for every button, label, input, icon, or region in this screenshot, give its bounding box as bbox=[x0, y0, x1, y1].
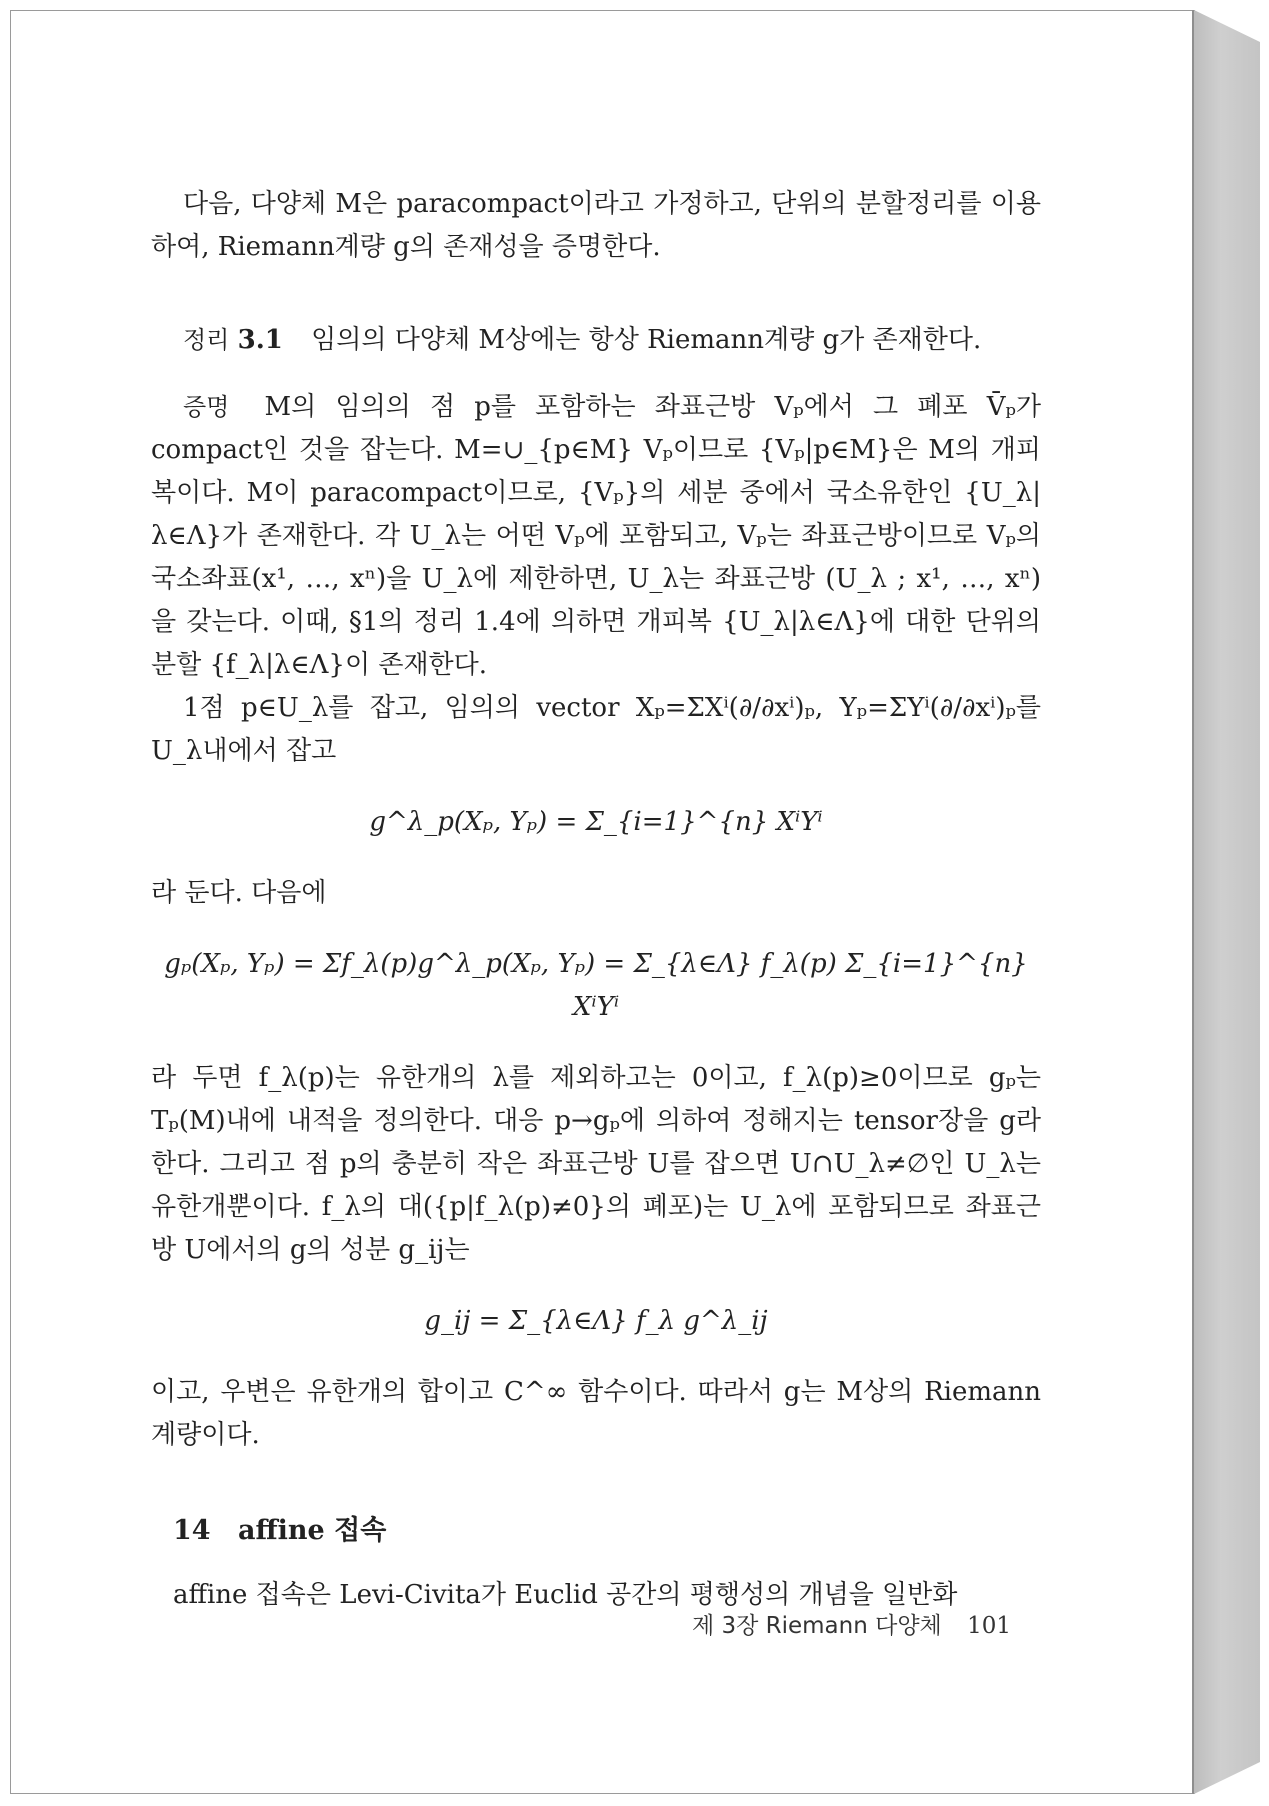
book-spine bbox=[1194, 10, 1260, 1794]
theorem-number: 3.1 bbox=[237, 325, 283, 355]
then-paragraph: 라 둔다. 다음에 bbox=[151, 878, 327, 908]
proof-label: 증명 bbox=[183, 393, 230, 421]
running-footer bbox=[511, 1607, 1011, 1640]
definition-paragraph: 라 두면 f_λ(p)는 유한개의 λ를 제외하고는 0이고, f_λ(p)≥0이므로 gₚ는 Tₚ(M)내에 내적을 정의한다. 대응 p→gₚ에 의하여 정해지는 tensor장을 g라 한다. 그리고 점 p의 충분히 작은 좌표근방 U를 잡으면 U∩U_λ≠∅인 U_λ는 유한개뿐이다. f_λ의 대({p|f_λ(p)≠0}의 폐포)는 U_λ에 포함되므로 좌표근방 U에서의 g의 성분 g_ij는 bbox=[151, 1063, 1041, 1265]
equation-2: gₚ(Xₚ, Yₚ) = Σf_λ(p)g^λ_p(Xₚ, Yₚ) = Σ_{λ∈Λ} f_λ(p) Σ_{i=1}^{n} XⁱYⁱ bbox=[164, 949, 1028, 1022]
theorem-paragraph bbox=[151, 319, 1041, 362]
book-page bbox=[10, 10, 1194, 1794]
chapter-title: 제 3장 Riemann 다양체 bbox=[691, 1613, 942, 1639]
equation-3: g_ij = Σ_{λ∈Λ} f_λ g^λ_ij bbox=[424, 1306, 768, 1336]
section-first-line: affine 접속은 Levi-Civita가 Euclid 공간의 평행성의 개념을 일반화 bbox=[173, 1580, 958, 1610]
intro-paragraph: 다음, 다양체 M은 paracompact이라고 가정하고, 단위의 분할정리를 이용하여, Riemann계량 g의 존재성을 증명한다. bbox=[151, 189, 1041, 262]
page-body bbox=[151, 183, 1041, 1617]
theorem-text: 임의의 다양체 M상에는 항상 Riemann계량 g가 존재한다. bbox=[311, 325, 982, 355]
theorem-label: 정리 bbox=[183, 326, 230, 354]
section-heading bbox=[151, 1509, 1041, 1552]
proof-paragraph bbox=[151, 386, 1041, 687]
section-title: affine 접속 bbox=[237, 1515, 387, 1546]
section-number: 14 bbox=[173, 1515, 211, 1546]
page-number: 101 bbox=[967, 1613, 1011, 1639]
point-paragraph: 1점 p∈U_λ를 잡고, 임의의 vector Xₚ=ΣXⁱ(∂/∂xⁱ)ₚ, Yₚ=ΣYⁱ(∂/∂xⁱ)ₚ를 U_λ내에서 잡고 bbox=[151, 693, 1041, 766]
equation-1: g^λ_p(Xₚ, Yₚ) = Σ_{i=1}^{n} XⁱYⁱ bbox=[369, 807, 823, 837]
conclusion-paragraph: 이고, 우변은 유한개의 합이고 C^∞ 함수이다. 따라서 g는 M상의 Riemann계량이다. bbox=[151, 1377, 1041, 1450]
proof-text: M의 임의의 점 p를 포함하는 좌표근방 Vₚ에서 그 폐포 V̄ₚ가 compact인 것을 잡는다. M=∪_{p∈M} Vₚ이므로 {Vₚ|p∈M}은 M의 개피복이다. M이 paracompact이므로, {Vₚ}의 세분 중에서 국소유한인 {U_λ|λ∈Λ}가 존재한다. 각 U_λ는 어떤 Vₚ에 포함되고, Vₚ는 좌표근방이므로 Vₚ의 국소좌표(x¹, …, xⁿ)을 U_λ에 제한하면, U_λ는 좌표근방 (U_λ ; x¹, …, xⁿ)을 갖는다. 이때, §1의 정리 1.4에 의하면 개피복 {U_λ|λ∈Λ}에 대한 단위의 분할 {f_λ|λ∈Λ}이 존재한다. bbox=[151, 392, 1041, 680]
